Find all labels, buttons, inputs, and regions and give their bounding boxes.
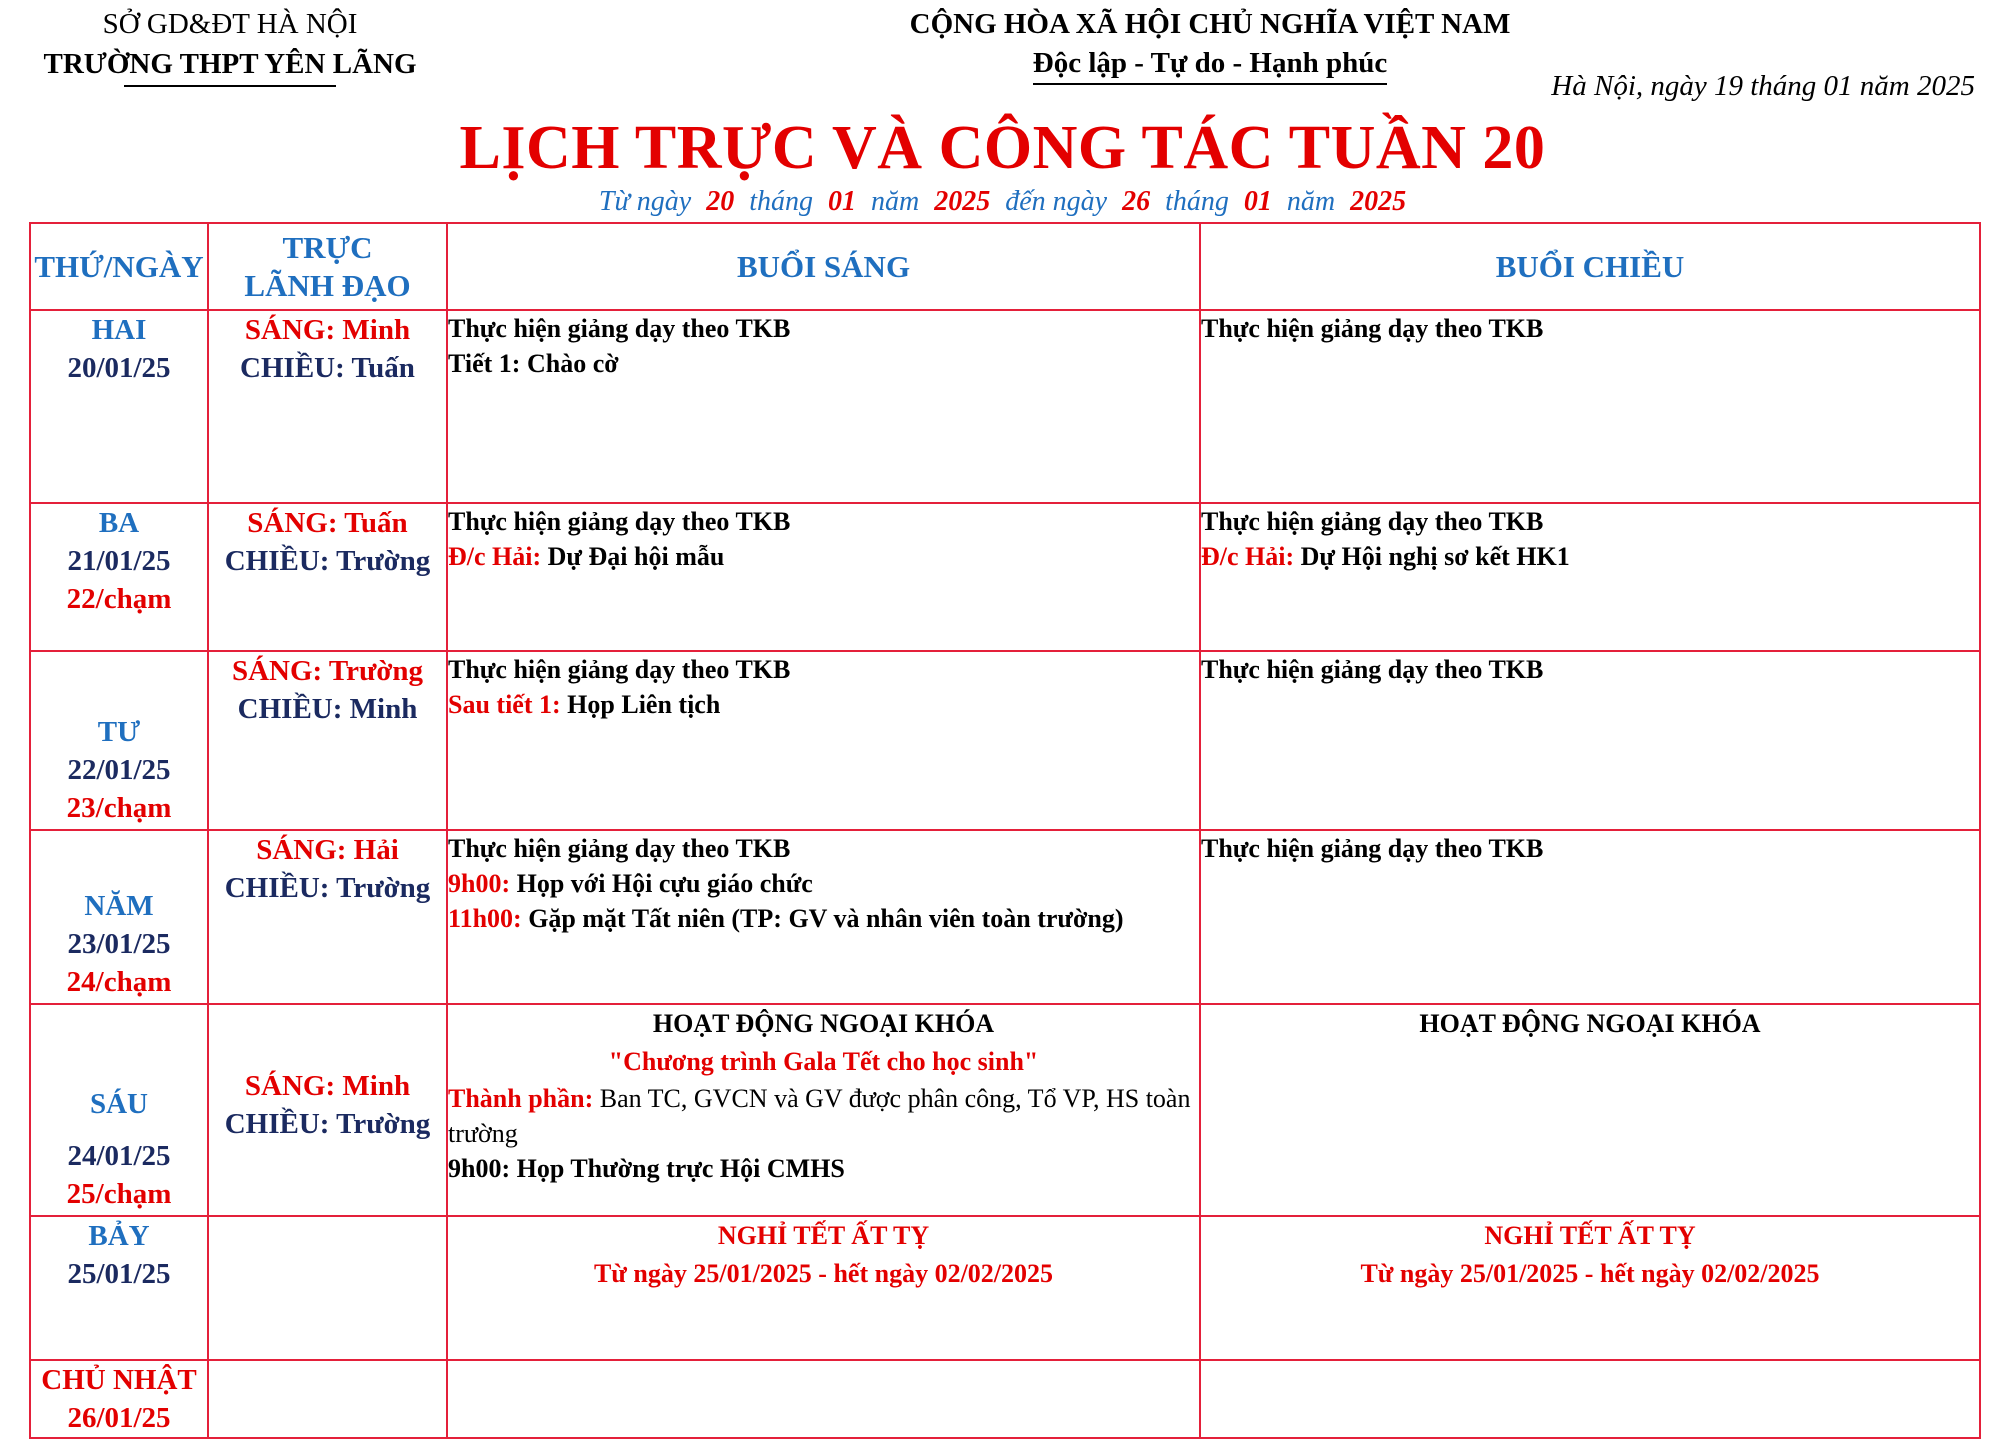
grading-note: 23/chạm	[66, 792, 172, 824]
activity-text: Dự Hội nghị sơ kết HK1	[1294, 542, 1570, 571]
activity-line	[448, 866, 1199, 901]
day-name: BA	[98, 507, 140, 539]
activity-label: 9h00:	[448, 869, 511, 898]
morning-leader: SÁNG: Minh	[244, 1070, 411, 1102]
range-end-year: 2025	[1350, 186, 1407, 217]
morning-activities	[447, 503, 1200, 651]
activity-text: Họp Liên tịch	[560, 690, 721, 719]
morning-activities	[447, 1360, 1200, 1438]
day-cell	[30, 1216, 208, 1360]
morning-leader: SÁNG: Tuấn	[247, 507, 408, 539]
morning-activities	[447, 310, 1200, 503]
morning-activities	[447, 651, 1200, 830]
activity-text: Ban TC, GVCN và GV được phân công, Tổ VP, HS toàn trường	[448, 1084, 1191, 1148]
range-word: Từ ngày	[598, 186, 692, 217]
header-morning: BUỔI SÁNG	[447, 223, 1200, 310]
holiday-range: Từ ngày 25/01/2025 - hết ngày 02/02/2025	[1360, 1259, 1820, 1288]
morning-activities	[447, 1004, 1200, 1216]
activity-text: Gặp mặt Tất niên (TP: GV và nhân viên toàn trường)	[521, 904, 1124, 933]
activity-line: Tiết 1: Chào cờ	[448, 349, 619, 378]
activity-line: Thực hiện giảng dạy theo TKB	[1201, 314, 1544, 343]
day-date: 24/01/25	[67, 1140, 171, 1172]
leader-cell	[208, 503, 447, 651]
program-name: "Chương trình Gala Tết cho học sinh"	[608, 1047, 1039, 1076]
activity-line	[448, 539, 1199, 574]
day-date: 20/01/25	[67, 352, 171, 384]
extracurricular-heading: HOẠT ĐỘNG NGOẠI KHÓA	[652, 1009, 995, 1038]
afternoon-activities	[1200, 1216, 1980, 1360]
activity-line	[448, 687, 1199, 722]
afternoon-leader: CHIỀU: Trường	[224, 872, 431, 904]
afternoon-leader: CHIỀU: Minh	[237, 693, 418, 725]
day-name: NĂM	[84, 890, 154, 922]
day-date: 21/01/25	[67, 545, 171, 577]
leader-cell	[208, 1360, 447, 1438]
day-name: TƯ	[97, 716, 141, 748]
table-row	[30, 1004, 1980, 1216]
range-start-month: 01	[827, 186, 856, 217]
morning-activities	[447, 830, 1200, 1004]
day-cell	[30, 651, 208, 830]
table-row	[30, 1360, 1980, 1438]
day-date: 23/01/25	[67, 928, 171, 960]
page-title: LỊCH TRỰC VÀ CÔNG TÁC TUẦN 20	[459, 114, 1546, 182]
grading-note: 25/chạm	[66, 1178, 172, 1210]
activity-label: 11h00:	[448, 904, 522, 933]
range-end-month: 01	[1243, 186, 1272, 217]
afternoon-leader: CHIỀU: Trường	[224, 545, 431, 577]
table-row	[30, 310, 1980, 503]
morning-leader: SÁNG: Hải	[256, 834, 399, 866]
day-cell	[30, 830, 208, 1004]
range-word: năm	[1286, 186, 1336, 217]
morning-leader: SÁNG: Trường	[231, 655, 424, 687]
range-word: tháng	[1165, 186, 1229, 217]
range-start-year: 2025	[934, 186, 991, 217]
afternoon-activities	[1200, 830, 1980, 1004]
afternoon-leader: CHIỀU: Trường	[224, 1108, 431, 1140]
activity-line: Thực hiện giảng dạy theo TKB	[1201, 507, 1544, 536]
extracurricular-heading: HOẠT ĐỘNG NGOẠI KHÓA	[1419, 1009, 1761, 1038]
national-header	[860, 4, 1560, 85]
range-word: tháng	[749, 186, 813, 217]
morning-activities	[447, 1216, 1200, 1360]
issue-date: Hà Nội, ngày 19 tháng 01 năm 2025	[1551, 70, 1975, 102]
grading-note: 22/chạm	[66, 583, 172, 615]
holiday-title: NGHỈ TẾT ẤT TỴ	[1484, 1221, 1696, 1250]
activity-label: Thành phần:	[448, 1084, 594, 1113]
activity-line	[448, 1081, 1199, 1151]
week-range	[0, 186, 2005, 218]
country-name: CỘNG HÒA XÃ HỘI CHỦ NGHĨA VIỆT NAM	[909, 8, 1511, 40]
day-cell	[30, 503, 208, 651]
leader-cell	[208, 651, 447, 830]
afternoon-activities	[1200, 310, 1980, 503]
range-start-day: 20	[706, 186, 735, 217]
department-name: SỞ GD&ĐT HÀ NỘI	[102, 8, 358, 40]
day-date: 25/01/25	[67, 1258, 171, 1290]
activity-label: Đ/c Hải:	[1201, 542, 1295, 571]
afternoon-leader: CHIỀU: Tuấn	[240, 352, 415, 384]
morning-leader: SÁNG: Minh	[244, 314, 411, 346]
header-afternoon: BUỔI CHIỀU	[1200, 223, 1980, 310]
header-day: THỨ/NGÀY	[30, 223, 208, 310]
afternoon-activities	[1200, 1004, 1980, 1216]
header-leader-line2: LÃNH ĐẠO	[244, 267, 411, 303]
afternoon-activities	[1200, 651, 1980, 830]
header-leader-line1: TRỰC	[282, 229, 373, 265]
school-name: TRƯỜNG THPT YÊN LÃNG	[43, 48, 417, 80]
leader-cell	[208, 1216, 447, 1360]
national-motto: Độc lập - Tự do - Hạnh phúc	[1033, 44, 1388, 85]
table-row	[30, 651, 1980, 830]
range-end-day: 26	[1122, 186, 1151, 217]
afternoon-activities	[1200, 503, 1980, 651]
activity-label: Sau tiết 1:	[448, 690, 561, 719]
holiday-range: Từ ngày 25/01/2025 - hết ngày 02/02/2025	[593, 1259, 1054, 1288]
table-row	[30, 503, 1980, 651]
day-name: CHỦ NHẬT	[41, 1364, 197, 1396]
range-word: năm	[870, 186, 920, 217]
activity-line: 9h00: Họp Thường trực Hội CMHS	[448, 1154, 845, 1183]
activity-line	[1201, 539, 1979, 574]
header-row	[30, 223, 1980, 310]
issuer-block	[30, 4, 430, 87]
activity-line: Thực hiện giảng dạy theo TKB	[448, 314, 791, 343]
afternoon-activities	[1200, 1360, 1980, 1438]
holiday-title: NGHỈ TẾT ẤT TỴ	[717, 1221, 930, 1250]
grading-note: 24/chạm	[66, 966, 172, 998]
activity-text: Dự Đại hội mẫu	[541, 542, 725, 571]
day-cell	[30, 1004, 208, 1216]
activity-line: Thực hiện giảng dạy theo TKB	[448, 834, 791, 863]
day-name: BẢY	[88, 1220, 150, 1252]
activity-text: Họp với Hội cựu giáo chức	[510, 869, 813, 898]
day-name: HAI	[91, 314, 147, 346]
leader-cell	[208, 310, 447, 503]
schedule-table	[29, 222, 1981, 1439]
day-cell	[30, 310, 208, 503]
day-date: 26/01/25	[67, 1402, 171, 1434]
activity-line: Thực hiện giảng dạy theo TKB	[1201, 834, 1544, 863]
table-row	[30, 830, 1980, 1004]
day-date: 22/01/25	[67, 754, 171, 786]
activity-line	[448, 901, 1199, 936]
activity-line: Thực hiện giảng dạy theo TKB	[448, 507, 791, 536]
day-name: SÁU	[89, 1088, 148, 1120]
activity-line: Thực hiện giảng dạy theo TKB	[448, 655, 791, 684]
range-word: đến ngày	[1005, 186, 1108, 217]
school-underline	[124, 85, 336, 87]
activity-label: Đ/c Hải:	[448, 542, 542, 571]
leader-cell	[208, 1004, 447, 1216]
activity-line: Thực hiện giảng dạy theo TKB	[1201, 655, 1544, 684]
leader-cell	[208, 830, 447, 1004]
table-row	[30, 1216, 1980, 1360]
day-cell	[30, 1360, 208, 1438]
header-leader	[208, 223, 447, 310]
